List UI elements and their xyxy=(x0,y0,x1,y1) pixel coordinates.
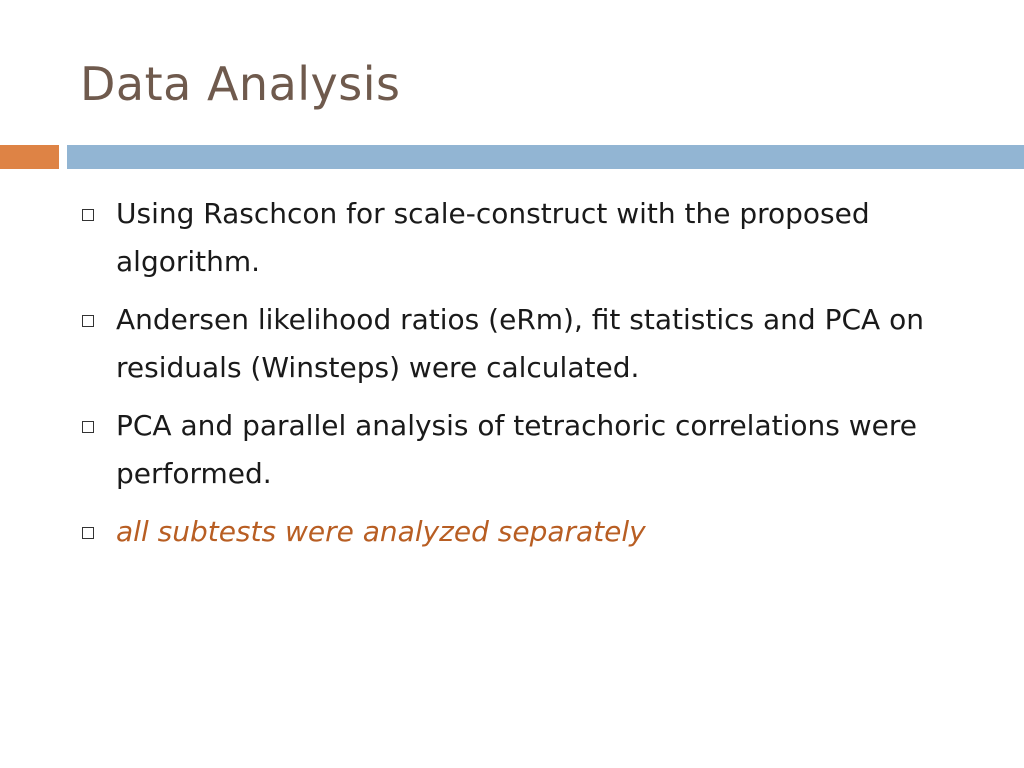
square-bullet-icon xyxy=(82,315,94,327)
bullet-item xyxy=(82,190,982,286)
orange-accent-bar xyxy=(0,145,59,169)
bullet-text: PCA and parallel analysis of tetrachoric correlations were performed. xyxy=(116,409,917,490)
bullet-text: all subtests were analyzed separately xyxy=(116,515,646,548)
bullet-list xyxy=(82,190,982,566)
bullet-item xyxy=(82,296,982,392)
square-bullet-icon xyxy=(82,421,94,433)
bullet-text: Andersen likelihood ratios (eRm), fit statistics and PCA on residuals (Winsteps) were calculated. xyxy=(116,303,924,384)
blue-accent-bar xyxy=(67,145,1024,169)
bullet-text: Using Raschcon for scale-construct with the proposed algorithm. xyxy=(116,197,870,278)
square-bullet-icon xyxy=(82,527,94,539)
square-bullet-icon xyxy=(82,209,94,221)
bullet-item xyxy=(82,402,982,498)
slide-title: Data Analysis xyxy=(80,57,401,111)
bullet-item-emphasis xyxy=(82,508,982,556)
